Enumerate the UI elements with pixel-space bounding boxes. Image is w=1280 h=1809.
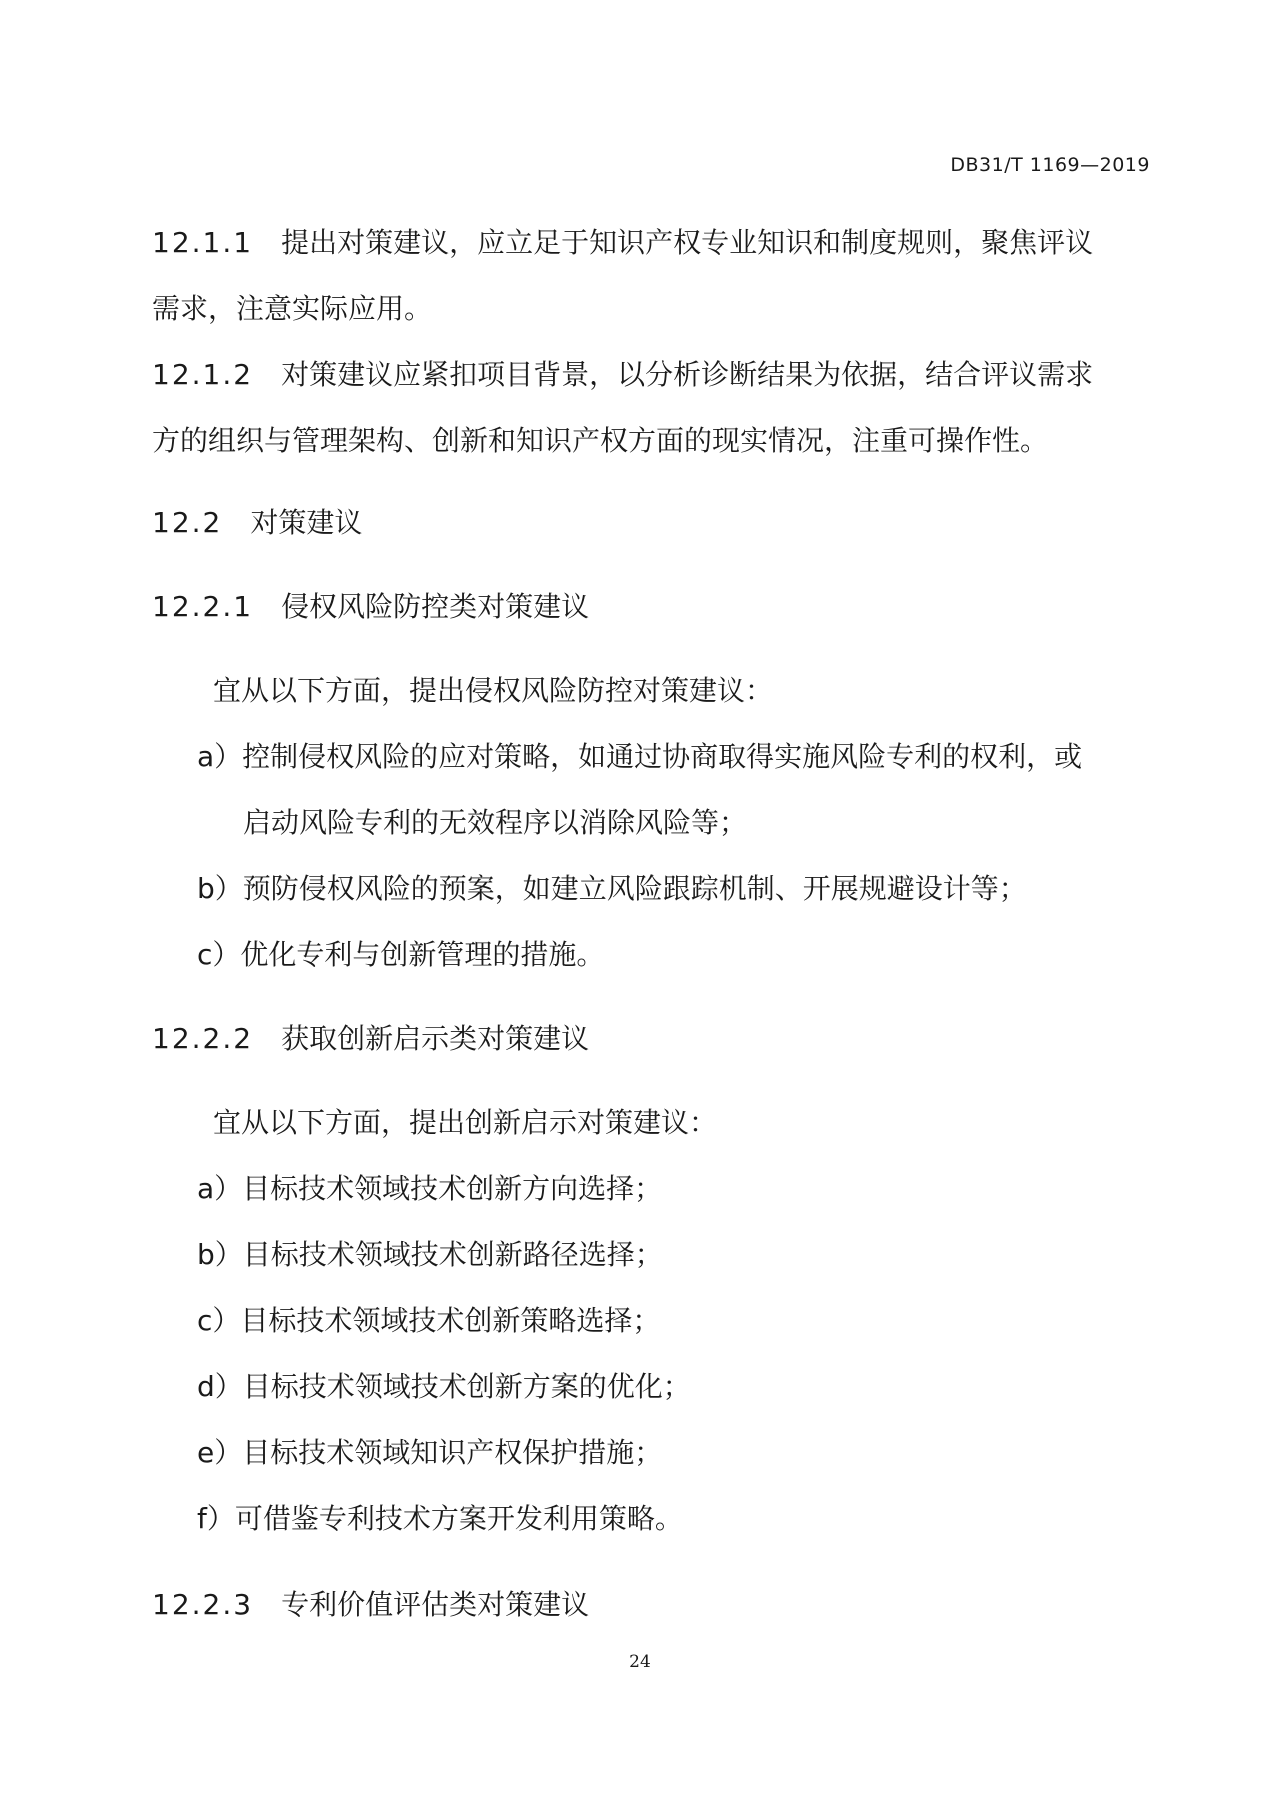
list-item bbox=[197, 1436, 662, 1470]
list-marker: f） bbox=[197, 1502, 235, 1535]
list-item bbox=[197, 938, 604, 972]
section-number: 12.2 bbox=[152, 506, 223, 539]
clause-12-2-2-intro: 宜从以下方面，提出创新启示对策建议： bbox=[213, 1106, 718, 1139]
clause-title: 专利价值评估类对策建议 bbox=[281, 1588, 590, 1621]
clause-12-2-1-heading bbox=[152, 590, 589, 624]
clause-title: 侵权风险防控类对策建议 bbox=[281, 590, 590, 623]
list-text: 控制侵权风险的应对策略，如通过协商取得实施风险专利的权利，或 bbox=[242, 740, 1083, 773]
list-text: 优化专利与创新管理的措施。 bbox=[240, 938, 605, 971]
list-marker: a） bbox=[197, 740, 243, 773]
list-text: 目标技术领域知识产权保护措施； bbox=[242, 1436, 663, 1469]
clause-title: 获取创新启示类对策建议 bbox=[281, 1022, 590, 1055]
list-text: 目标技术领域技术创新方向选择； bbox=[242, 1172, 663, 1205]
list-marker: b） bbox=[197, 1238, 243, 1271]
clause-12-1-2 bbox=[152, 358, 1093, 392]
list-marker: e） bbox=[197, 1436, 243, 1469]
list-item bbox=[197, 1502, 683, 1536]
list-marker: c） bbox=[197, 1304, 241, 1337]
list-item bbox=[197, 872, 1027, 906]
list-marker: b） bbox=[197, 872, 243, 905]
list-text: 目标技术领域技术创新路径选择； bbox=[242, 1238, 663, 1271]
list-item bbox=[197, 740, 1082, 774]
list-item-continuation: 启动风险专利的无效程序以消除风险等； bbox=[243, 806, 748, 839]
clause-12-1-1 bbox=[152, 226, 1093, 260]
clause-text: 提出对策建议，应立足于知识产权专业知识和制度规则，聚焦评议 bbox=[281, 226, 1094, 259]
list-item bbox=[197, 1304, 660, 1338]
list-text: 目标技术领域技术创新方案的优化； bbox=[242, 1370, 691, 1403]
list-item bbox=[197, 1238, 663, 1272]
list-text: 目标技术领域技术创新策略选择； bbox=[240, 1304, 661, 1337]
list-marker: d） bbox=[197, 1370, 243, 1403]
clause-12-1-1-continuation: 需求，注意实际应用。 bbox=[152, 292, 433, 325]
clause-12-2-2-heading bbox=[152, 1022, 589, 1056]
list-text: 可借鉴专利技术方案开发利用策略。 bbox=[234, 1502, 683, 1535]
list-marker: c） bbox=[197, 938, 241, 971]
list-item bbox=[197, 1172, 662, 1206]
clause-number: 12.1.1 bbox=[152, 226, 254, 259]
page-number: 24 bbox=[629, 1652, 651, 1672]
clause-number: 12.2.2 bbox=[152, 1022, 254, 1055]
list-marker: a） bbox=[197, 1172, 243, 1205]
clause-12-2-1-intro: 宜从以下方面，提出侵权风险防控对策建议： bbox=[213, 674, 774, 707]
document-code: DB31/T 1169—2019 bbox=[950, 154, 1150, 176]
section-12-2-heading bbox=[152, 506, 362, 540]
list-text: 预防侵权风险的预案，如建立风险跟踪机制、开展规避设计等； bbox=[242, 872, 1027, 905]
clause-text: 对策建议应紧扣项目背景，以分析诊断结果为依据，结合评议需求 bbox=[281, 358, 1094, 391]
list-item bbox=[197, 1370, 691, 1404]
clause-number: 12.2.3 bbox=[152, 1588, 254, 1621]
clause-12-1-2-continuation: 方的组织与管理架构、创新和知识产权方面的现实情况，注重可操作性。 bbox=[152, 424, 1049, 457]
section-title: 对策建议 bbox=[250, 506, 363, 539]
clause-number: 12.1.2 bbox=[152, 358, 254, 391]
clause-number: 12.2.1 bbox=[152, 590, 254, 623]
clause-12-2-3-heading bbox=[152, 1588, 589, 1622]
